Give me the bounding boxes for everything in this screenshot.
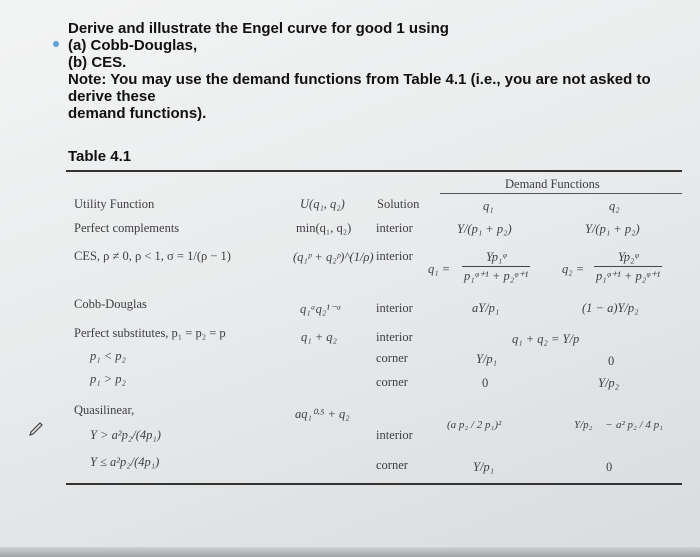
row-q2-perfect-complements: Y/(p₁ + p₂) bbox=[585, 222, 640, 236]
header-utility-function: Utility Function bbox=[74, 197, 155, 211]
row-q1-den-ces: p₁ᵠ⁺¹ + p₂ᵠ⁺¹ bbox=[464, 269, 529, 283]
row-q1-ql-corner: Y/p₁ bbox=[473, 460, 495, 474]
header-q2: q₂ bbox=[609, 199, 620, 213]
row-q1-ql-interior: (a p₂ / 2 p₁)² bbox=[447, 419, 502, 431]
row-q2c-ql-interior: a² p₂ / 4 p₁ bbox=[616, 419, 664, 431]
row-solution-ces: interior bbox=[376, 249, 413, 263]
row-q1-num-ces: Yp₁ᵠ bbox=[462, 250, 530, 267]
table-bottom-rule bbox=[66, 483, 682, 485]
row-utility-perfect-complements: min(q₁, q₂) bbox=[296, 221, 352, 235]
table-top-rule bbox=[66, 170, 682, 172]
row-q2b-ql-interior: − bbox=[606, 419, 613, 431]
row-q-combined-perfect-substitutes: q₁ + q₂ = Y/p bbox=[512, 332, 580, 346]
question-line-5: demand functions). bbox=[68, 105, 207, 122]
row-q2-ps-lt: 0 bbox=[608, 354, 615, 368]
row-utility-perfect-substitutes: q₁ + q₂ bbox=[301, 330, 337, 344]
row-utility-cobb-douglas: q₁ᵃq₂¹⁻ᵃ bbox=[300, 302, 342, 316]
row-name-quasilinear: Quasilinear, bbox=[74, 403, 135, 417]
question-line-2: (a) Cobb-Douglas, bbox=[68, 37, 198, 54]
question-line-4: Note: You may use the demand functions from Table 4.1 (i.e., you are not asked to derive these bbox=[68, 71, 651, 105]
row-name-ps-gt: p₁ > p₂ bbox=[90, 372, 126, 386]
row-name-ces: CES, ρ ≠ 0, ρ < 1, σ = 1/(ρ − 1) bbox=[74, 249, 231, 263]
row-q2-num-ces: Yp₂ᵠ bbox=[594, 250, 662, 267]
row-q2-ql-corner: 0 bbox=[606, 460, 613, 474]
row-solution-perfect-complements: interior bbox=[376, 221, 413, 235]
row-name-perfect-substitutes: Perfect substitutes, p₁ = p₂ = p bbox=[74, 326, 226, 340]
row-solution-ql-interior: interior bbox=[376, 428, 413, 442]
row-name-ps-lt: p₁ < p₂ bbox=[90, 349, 126, 363]
row-name-cobb-douglas: Cobb-Douglas bbox=[74, 297, 147, 311]
row-q1-ces bbox=[462, 250, 530, 284]
row-q2-cobb-douglas: (1 − a)Y/p₂ bbox=[582, 301, 639, 315]
row-q1-ps-gt: 0 bbox=[482, 376, 489, 390]
question-line-3: (b) CES. bbox=[68, 54, 127, 71]
row-q2-lhs-ces: q₂ = bbox=[562, 262, 585, 276]
question-text bbox=[68, 20, 688, 122]
row-q1-lhs-ces: q₁ = bbox=[428, 262, 451, 276]
row-solution-ps-gt: corner bbox=[376, 375, 408, 389]
header-q1: q₁ bbox=[483, 199, 494, 213]
row-q2-ces bbox=[594, 250, 662, 284]
row-utility-ces: (q₁ᵖ + q₂ᵖ)^(1/ρ) bbox=[293, 250, 374, 264]
demand-header-rule bbox=[440, 193, 682, 194]
photo-bottom-edge bbox=[0, 547, 700, 557]
row-q1-cobb-douglas: aY/p₁ bbox=[472, 301, 500, 315]
question-line-1: Derive and illustrate the Engel curve for good 1 using bbox=[68, 20, 449, 37]
header-solution: Solution bbox=[377, 197, 420, 211]
row-q1-perfect-complements: Y/(p₁ + p₂) bbox=[457, 222, 512, 236]
row-name-ql-interior: Y > a²p₂/(4p₁) bbox=[90, 428, 161, 442]
header-utility: U(q₁, q₂) bbox=[300, 197, 345, 211]
row-solution-ql-corner: corner bbox=[376, 458, 408, 472]
row-name-ql-corner: Y ≤ a²p₂/(4p₁) bbox=[90, 455, 160, 469]
row-utility-quasilinear: aq₁⁰·⁵ + q₂ bbox=[295, 407, 350, 421]
row-solution-ps-lt: corner bbox=[376, 351, 408, 365]
row-solution-perfect-substitutes: interior bbox=[376, 330, 413, 344]
row-q1-ps-lt: Y/p₁ bbox=[476, 352, 498, 366]
header-demand-functions: Demand Functions bbox=[505, 177, 600, 191]
row-q2-ps-gt: Y/p₂ bbox=[598, 376, 620, 390]
row-solution-cobb-douglas: interior bbox=[376, 301, 413, 315]
row-q2-den-ces: p₁ᵠ⁺¹ + p₂ᵠ⁺¹ bbox=[596, 269, 661, 283]
table-label: Table 4.1 bbox=[68, 148, 132, 165]
pencil-mark-icon bbox=[28, 421, 44, 437]
bullet-dot bbox=[53, 41, 59, 47]
row-name-perfect-complements: Perfect complements bbox=[74, 221, 180, 235]
row-q2a-ql-interior: Y/p₂ bbox=[574, 419, 593, 431]
